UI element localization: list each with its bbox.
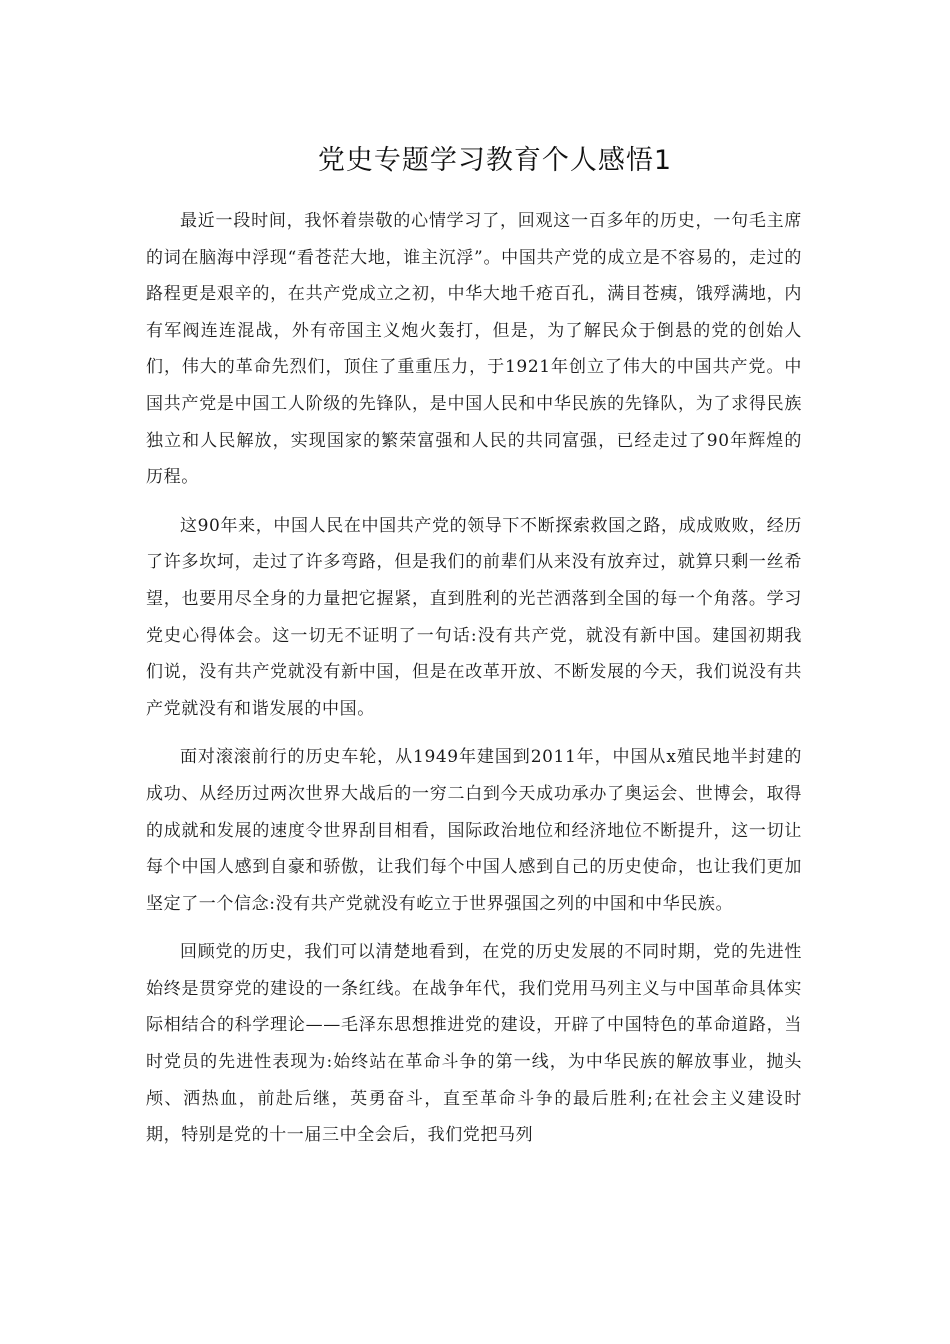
paragraph-1: 最近一段时间，我怀着崇敬的心情学习了，回观这一百多年的历史，一句毛主席的词在脑海中浮现“看苍茫大地，谁主沉浮”。中国共产党的成立是不容易的，走过的路程更是艰辛的，在共产党成立之初，中华大地千疮百孔，满目苍痍，饿殍满地，内有军阀连连混战，外有帝国主义炮火轰打，但是，为了解民众于倒悬的党的创始人们，伟大的革命先烈们，顶住了重重压力，于1921年创立了伟大的中国共产党。中国共产党是中国工人阶级的先锋队，是中国人民和中华民族的先锋队，为了求得民族独立和人民解放，实现国家的繁荣富强和人民的共同富强，已经走过了90年辉煌的历程。 — [146, 211, 802, 488]
paragraph-4: 回顾党的历史，我们可以清楚地看到，在党的历史发展的不同时期，党的先进性始终是贯穿党的建设的一条红线。在战争年代，我们党用马列主义与中国革命具体实际相结合的科学理论——毛泽东思想推进党的建设，开辟了中国特色的革命道路，当时党员的先进性表现为:始终站在革命斗争的第一线，为中华民族的解放事业，抛头颅、洒热血，前赴后继，英勇奋斗，直至革命斗争的最后胜利;在社会主义建设时期，特别是党的十一届三中全会后，我们党把马列 — [146, 942, 802, 1146]
paragraph-2: 这90年来，中国人民在中国共产党的领导下不断探索救国之路，成成败败，经历了许多坎坷，走过了许多弯路，但是我们的前辈们从来没有放弃过，就算只剩一丝希望，也要用尽全身的力量把它握紧，直到胜利的光芒洒落到全国的每一个角落。学习党史心得体会。这一切无不证明了一句话:没有共产党，就没有新中国。建国初期我们说，没有共产党就没有新中国，但是在改革开放、不断发展的今天，我们说没有共产党就没有和谐发展的中国。 — [146, 515, 802, 719]
document-title: 党史专题学习教育个人感悟1 — [317, 145, 673, 176]
document-body — [146, 203, 802, 1166]
paragraph-3: 面对滚滚前行的历史车轮，从1949年建国到2011年，中国从x殖民地半封建的成功、从经历过两次世界大战后的一穷二白到今天成功承办了奥运会、世博会，取得的成就和发展的速度令世界刮目相看，国际政治地位和经济地位不断提升，这一切让每个中国人感到自豪和骄傲，让我们每个中国人感到自己的历史使命，也让我们更加坚定了一个信念:没有共产党就没有屹立于世界强国之列的中国和中华民族。 — [146, 747, 802, 914]
